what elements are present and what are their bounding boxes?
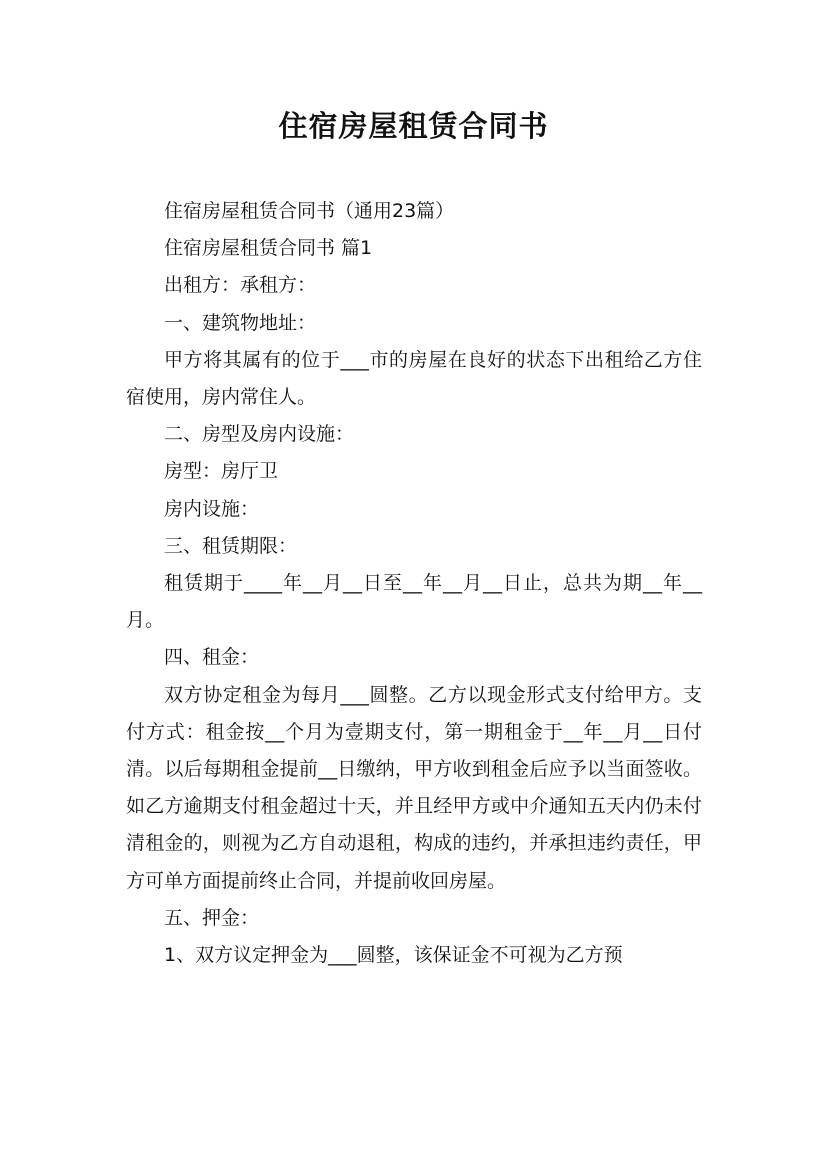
paragraph-clause-1-body: 甲方将其属有的位于___市的房屋在良好的状态下出租给乙方住宿使用，房内常住人。 [126, 348, 702, 409]
document-body [126, 193, 702, 974]
paragraph-section-heading: 住宿房屋租赁合同书 篇1 [164, 237, 373, 260]
paragraph-clause-4-heading: 四、租金： [164, 646, 260, 669]
paragraph-clause-5-heading: 五、押金： [164, 906, 260, 929]
paragraph-clause-4-body: 双方协定租金为每月___圆整。乙方以现金形式支付给甲方。支付方式：租金按__个月为壹期支付，第一期租金于__年__月__日付清。以后每期租金提前__日缴纳，甲方收到租金后应予以当面签收。如乙方逾期支付租金超过十天，并且经甲方或中介通知五天内仍未付清租金的，则视为乙方自动退租，构成的违约，并承担违约责任，甲方可单方面提前终止合同，并提前收回房屋。 [126, 683, 702, 892]
paragraph-collection-title: 住宿房屋租赁合同书（通用23篇） [164, 200, 455, 222]
paragraph-clause-5-item-1: 1、双方议定押金为___圆整，该保证金不可视为乙方预 [164, 944, 623, 967]
paragraph-room-type: 房型：房厅卫 [164, 460, 279, 483]
paragraph-clause-2-heading: 二、房型及房内设施： [164, 423, 355, 446]
paragraph-clause-3-heading: 三、租赁期限： [164, 534, 298, 557]
document-title: 住宿房屋租赁合同书 [278, 109, 549, 143]
paragraph-parties: 出租方：承租方： [164, 274, 317, 297]
paragraph-room-facilities: 房内设施： [164, 497, 260, 520]
paragraph-clause-1-heading: 一、建筑物地址： [164, 311, 317, 334]
paragraph-clause-3-body: 租赁期于____年__月__日至__年__月__日止，总共为期__年__月。 [126, 572, 702, 632]
